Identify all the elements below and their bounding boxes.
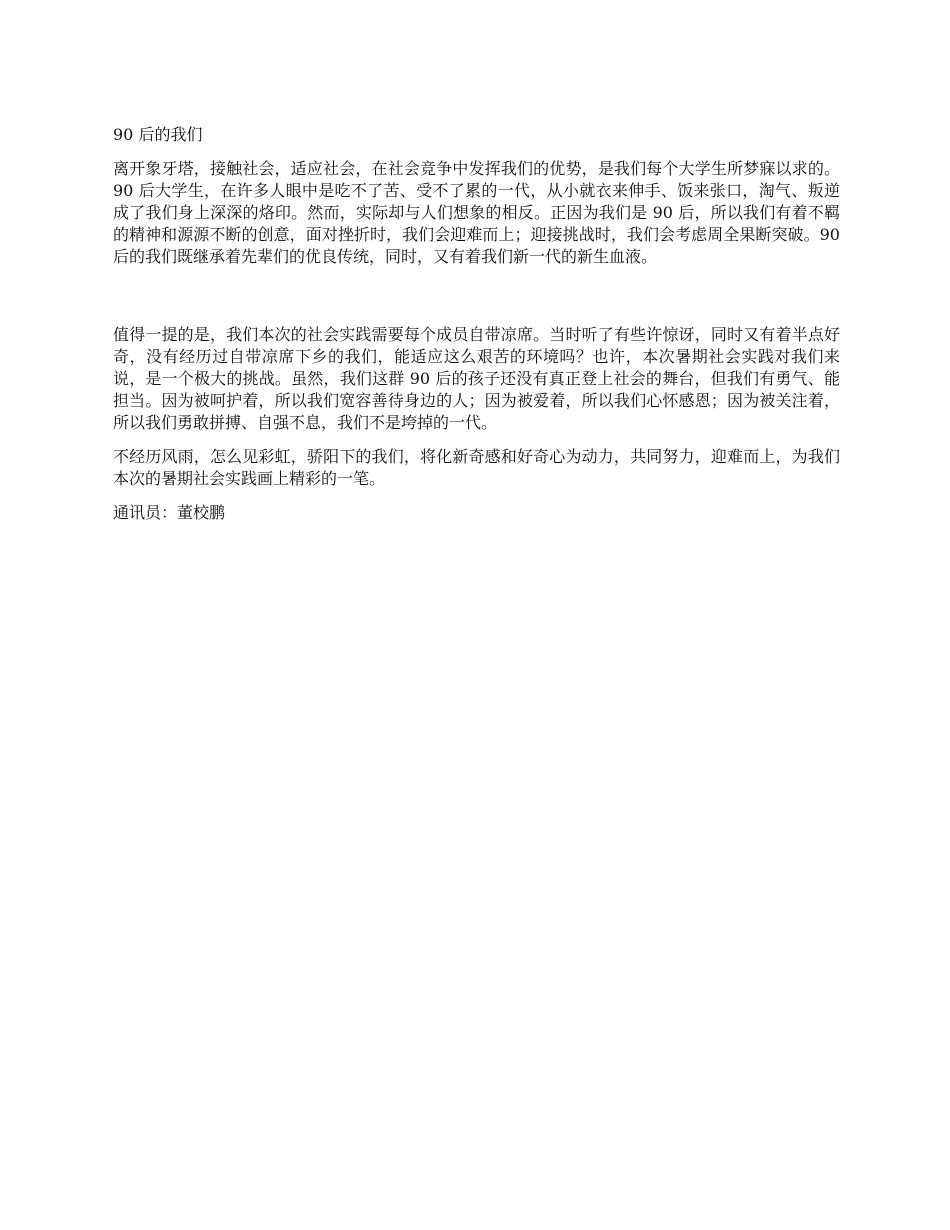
correspondent-byline: 通讯员：董校鹏 — [113, 503, 226, 522]
document-body — [113, 124, 840, 524]
paragraph-conclusion: 不经历风雨，怎么见彩虹，骄阳下的我们，将化新奇感和好奇心为动力，共同努力，迎难而上，为我们本次的暑期社会实践画上精彩的一笔。 — [113, 447, 840, 488]
paragraph-practice: 值得一提的是，我们本次的社会实践需要每个成员自带凉席。当时听了有些许惊讶，同时又有着半点好奇，没有经历过自带凉席下乡的我们，能适应这么艰苦的环境吗？也许，本次暑期社会实践对我们来说，是一个极大的挑战。虽然，我们这群 90 后的孩子还没有真正登上社会的舞台，但我们有勇气、能担当。因为被呵护着，所以我们宽容善待身边的人；因为被爱着，所以我们心怀感恩；因为被关注着，所以我们勇敢拼搏、自强不息，我们不是垮掉的一代。 — [113, 325, 840, 432]
paragraph-intro: 离开象牙塔，接触社会，适应社会，在社会竞争中发挥我们的优势，是我们每个大学生所梦寐以求的。90 后大学生，在许多人眼中是吃不了苦、受不了累的一代，从小就衣来伸手、饭来张口，淘气、叛逆成了我们身上深深的烙印。然而，实际却与人们想象的相反。正因为我们是 90 后，所以我们有着不羁的精神和源源不断的创意，面对挫折时，我们会迎难而上；迎接挑战时，我们会考虑周全果断突破。90 后的我们既继承着先辈们的优良传统，同时，又有着我们新一代的新生血液。 — [113, 159, 840, 266]
document-title: 90 后的我们 — [113, 125, 203, 144]
